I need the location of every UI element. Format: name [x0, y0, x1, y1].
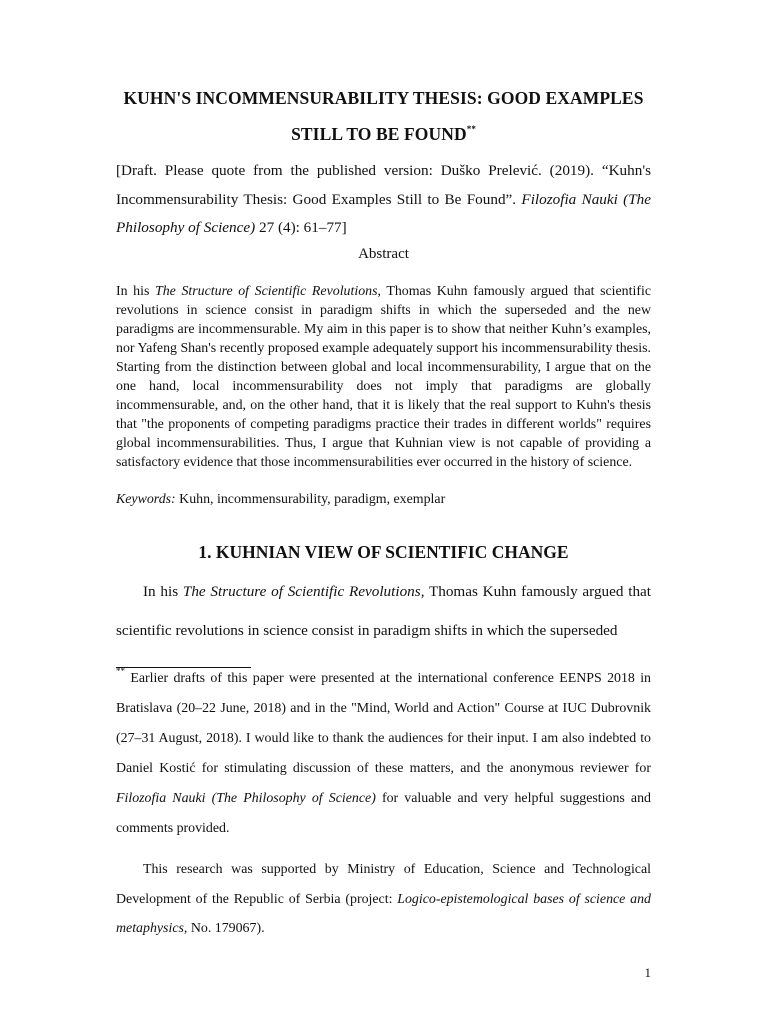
abstract-body: , Thomas Kuhn famously argued that scientific revolutions in science consist in paradigm shifts in which the superseded and the new paradigms are incommensurable. My aim in this paper is to show that neither Kuhn’s examples, nor Yafeng Shan's recently proposed example adequately support his incommensurability thesis. Starting from the distinction between global and local incommensurability, I argue that on the one hand, local incommensurability does not imply that paradigms are globally incommensurable, and, on the other hand, that it is likely that the real support to Kuhn's thesis that "the proponents of competing paradigms practice their trades in different worlds" requires global incommensurabilities. Thus, I argue that Kuhnian view is not capable of providing a satisfactory evidence that those incommensurabilities ever occurred in the history of science. — [116, 284, 651, 470]
draft-note — [116, 157, 651, 243]
paper-title-line-2 — [116, 124, 651, 145]
paper-title-line-1: KUHN'S INCOMMENSURABILITY THESIS: GOOD EXAMPLES — [123, 88, 644, 108]
abstract-text — [116, 282, 651, 472]
funding-note — [116, 855, 651, 944]
keywords — [116, 490, 651, 509]
paper-title-line-2-text: STILL TO BE FOUND — [291, 124, 467, 144]
footnote-text-2: for valuable and very helpful suggestions and comments provided. — [116, 791, 651, 836]
page-number: 1 — [644, 965, 651, 980]
footnote-text-1: Earlier drafts of this paper were presented at the international conference EENPS 2018 in Bratislava (20–22 June, 2018) and in the "Mind, World and Action" Course at IUC Dubrovnik (27–31 August, 2018). I would like to thank the audiences for their input. I am also indebted to Daniel Kostić for stimulating discussion of these matters, and the anonymous reviewer for — [116, 671, 651, 776]
footnote-marker: ** — [116, 666, 125, 676]
draft-note-journal: Filozofia Nauki (The Philosophy of Science) — [116, 190, 652, 237]
footnote-journal: Filozofia Nauki (The Philosophy of Science) — [116, 791, 376, 806]
section-1-lead: In his — [143, 583, 183, 600]
section-1-body: , Thomas Kuhn famously argued that scientific revolutions in science consist in paradigm shifts in which the superseded — [116, 583, 652, 639]
keywords-text: Kuhn, incommensurability, paradigm, exemplar — [175, 492, 446, 507]
abstract-heading: Abstract — [358, 246, 409, 262]
keywords-label: Keywords: — [116, 492, 176, 507]
abstract-lead: In his — [116, 284, 155, 299]
draft-note-prefix: [Draft. Please quote from the published version: Duško Prelević. (2019). “Kuhn's Incommensurability Thesis: Good Examples Still to Be Found”. — [116, 162, 651, 208]
funding-text-1: This research was supported by Ministry of Education, Science and Technological Development of the Republic of Serbia (project: — [116, 862, 651, 907]
draft-note-suffix: 27 (4): 61–77] — [255, 219, 347, 237]
section-1-paragraph — [116, 573, 651, 650]
footnote — [116, 664, 651, 844]
abstract-book-title: The Structure of Scientific Revolutions — [155, 284, 378, 299]
funding-project: Logico-epistemological bases of science and metaphysics — [116, 891, 651, 936]
funding-text-2: , No. 179067). — [183, 921, 265, 936]
section-1-heading: 1. KUHNIAN VIEW OF SCIENTIFIC CHANGE — [198, 542, 569, 562]
section-1-book-title: The Structure of Scientific Revolutions — [182, 583, 421, 600]
title-footnote-marker: ** — [466, 124, 476, 134]
